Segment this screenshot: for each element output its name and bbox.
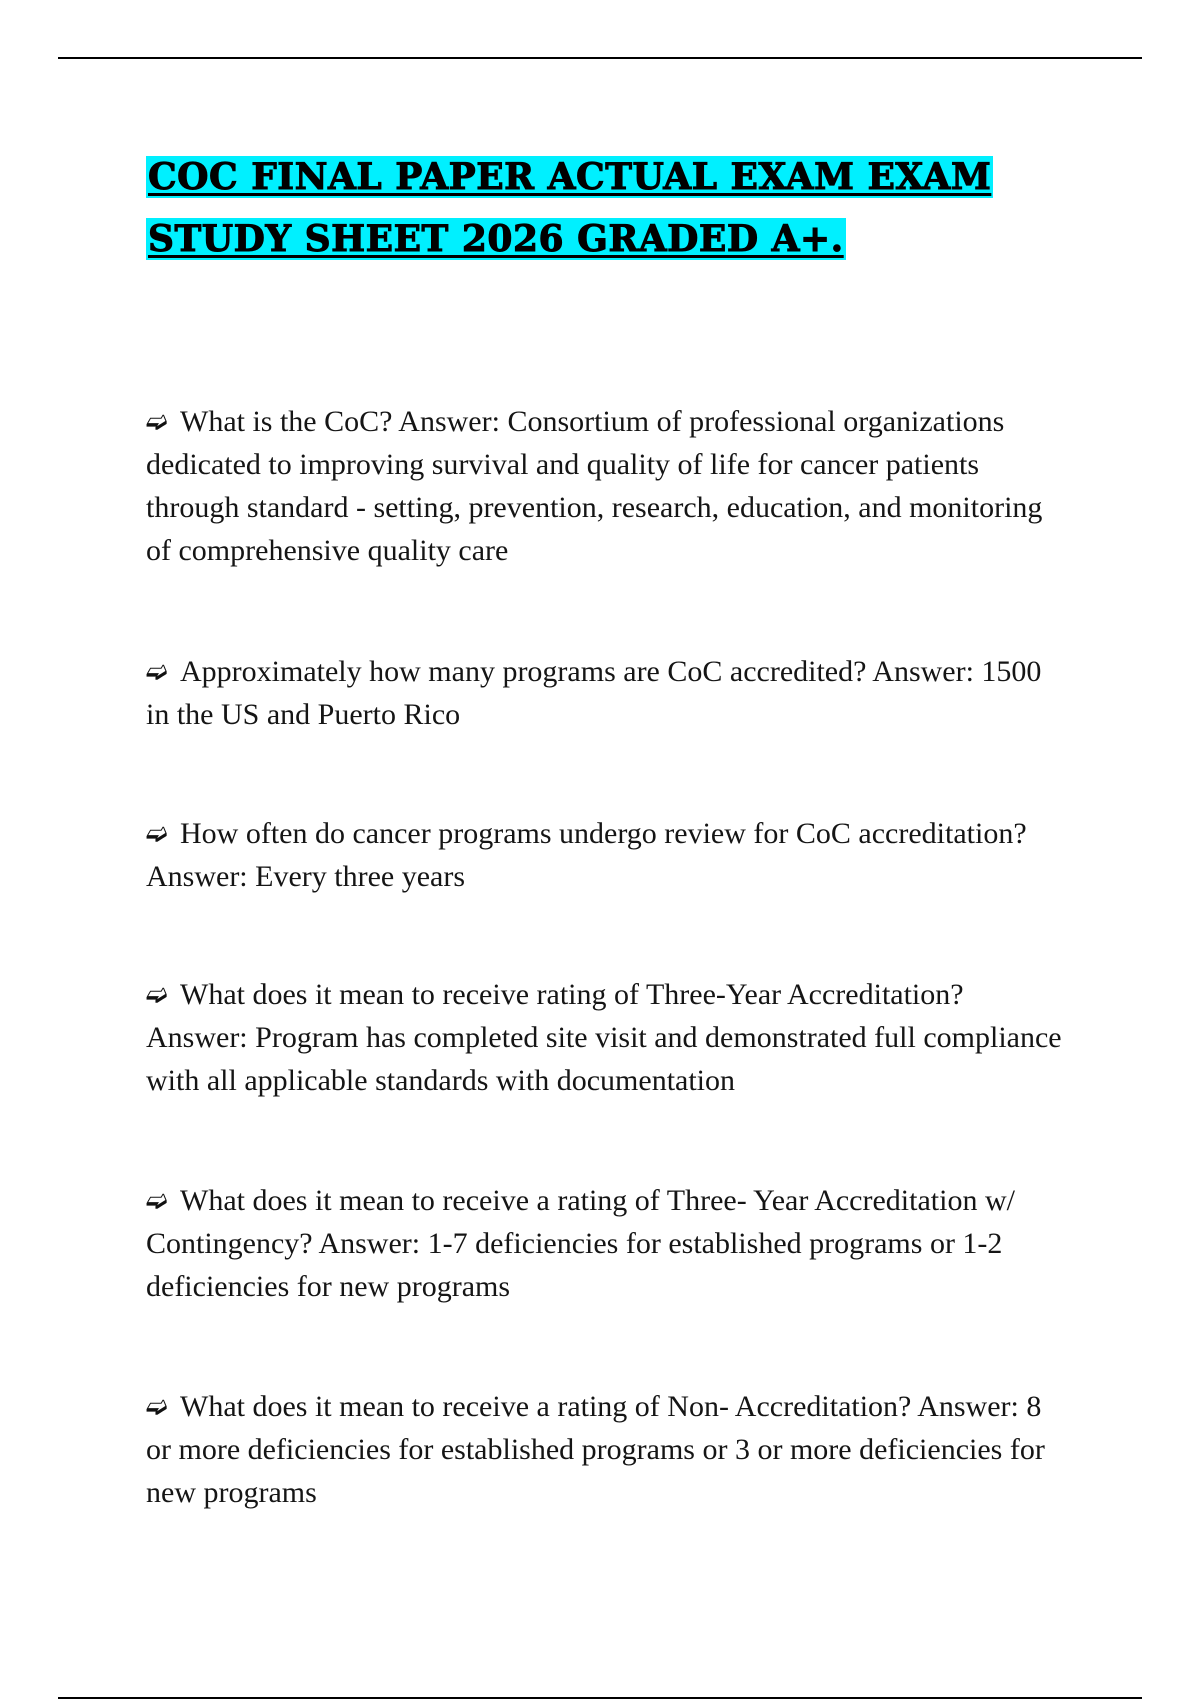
arrow-bullet-icon: ➫: [146, 1392, 168, 1421]
arrow-bullet-icon: ➫: [146, 819, 168, 848]
arrow-bullet-icon: ➫: [146, 1186, 168, 1215]
qa-item: [146, 973, 1066, 1102]
qa-text: Approximately how many programs are CoC accredited? Answer: 1500 in the US and Puerto Rico: [146, 655, 1042, 731]
qa-text: How often do cancer programs undergo review for CoC accreditation? Answer: Every three years: [146, 817, 1027, 893]
qa-item: [146, 812, 1066, 898]
qa-item: [146, 650, 1066, 736]
qa-text: What does it mean to receive rating of Three-Year Accreditation? Answer: Program has completed site visit and demonstrated full compliance with all applicable standards with documentation: [146, 978, 1062, 1097]
top-divider: [58, 57, 1142, 59]
arrow-bullet-icon: ➫: [146, 657, 168, 686]
qa-text: What is the CoC? Answer: Consortium of professional organizations dedicated to improving survival and quality of life for cancer patients through standard - setting, prevention, research, education, and monitoring of comprehensive quality care: [146, 405, 1043, 567]
bottom-divider: [58, 1697, 1142, 1699]
arrow-bullet-icon: ➫: [146, 980, 168, 1009]
qa-text: What does it mean to receive a rating of Three- Year Accreditation w/ Contingency? Answer: 1-7 deficiencies for established programs or 1-2 deficiencies for new programs: [146, 1184, 1015, 1303]
qa-item: [146, 1179, 1066, 1308]
title-line-2: STUDY SHEET 2026 GRADED A+.: [148, 218, 844, 260]
qa-item: [146, 400, 1066, 572]
qa-text: What does it mean to receive a rating of Non- Accreditation? Answer: 8 or more deficiencies for established programs or 3 or more deficiencies for new programs: [146, 1390, 1045, 1509]
title-line-1: COC FINAL PAPER ACTUAL EXAM EXAM: [148, 156, 992, 198]
arrow-bullet-icon: ➫: [146, 407, 168, 436]
qa-item: [146, 1385, 1066, 1514]
page-title: [146, 146, 1046, 270]
